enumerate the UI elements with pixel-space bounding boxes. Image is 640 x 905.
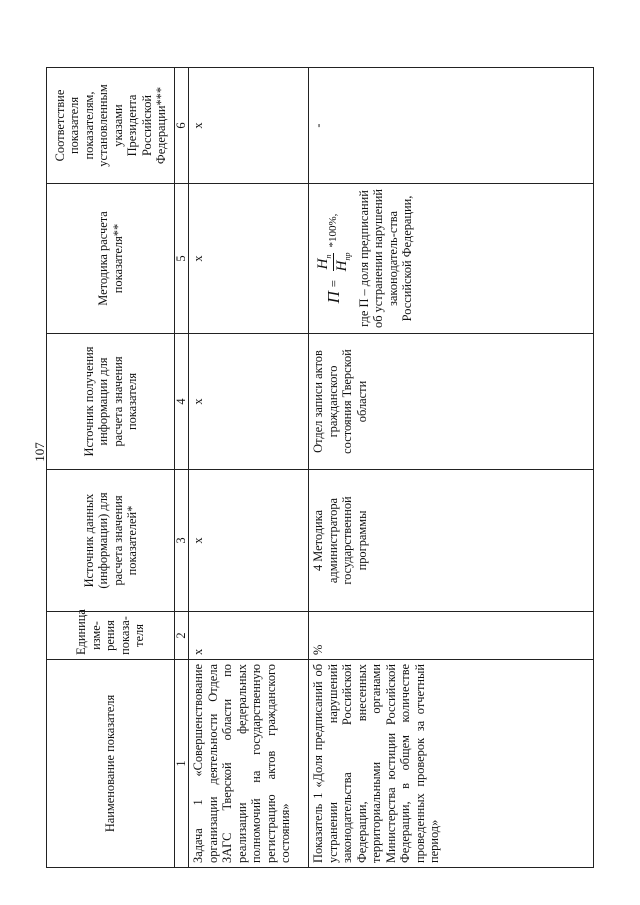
header-indicator-name: Наименование показателя: [47, 660, 175, 868]
indicator-source: 4 Методика администратора государственной программы: [309, 470, 594, 612]
indicator-method: [309, 184, 594, 334]
table-row: [189, 68, 309, 868]
task-unit: х: [189, 612, 309, 660]
header-method: Методика расчета показателя**: [47, 184, 175, 334]
indicator-table: [46, 67, 594, 868]
table-header-row: [47, 68, 175, 868]
task-name: Задача 1 «Совершенствование организации деятельности Отдела ЗАГС Тверской области по реализации федеральных полномочий на государственную регистрацию актов гражданского состояния»: [189, 660, 309, 868]
formula-tail: *100%,: [327, 213, 340, 248]
formula-denominator: Н: [334, 260, 351, 272]
indicator-compliance: -: [309, 68, 594, 184]
col-number: 1: [175, 660, 189, 868]
method-formula: П = $Н_п$ $Н_{пр}$ *100%,: [315, 213, 353, 304]
header-data-source: Источник данных (информации) для расчета значения показателей*: [47, 470, 175, 612]
header-compliance: Соответствие показателя показателям, установленным указами Президента Российской Федерации***: [47, 68, 175, 184]
col-number: 3: [175, 470, 189, 612]
indicator-table-sheet: [46, 68, 594, 868]
formula-numerator: Н: [315, 258, 332, 270]
table-number-row: [175, 68, 189, 868]
method-description: где П – доля предписаний об устранении нарушений законодатель-ства Российской Федерации,: [356, 189, 415, 328]
formula-numerator-sub: п: [324, 254, 334, 259]
formula-lhs: П: [323, 291, 343, 304]
header-unit: Единица изме-рения показа-теля: [47, 612, 175, 660]
task-compliance: х: [189, 68, 309, 184]
task-info-source: х: [189, 334, 309, 470]
header-info-source: Источник получения информации для расчета значения показателя: [47, 334, 175, 470]
col-number: 5: [175, 184, 189, 334]
indicator-info-source: Отдел записи актов гражданского состояния Тверской области: [309, 334, 594, 470]
table-row: [309, 68, 594, 868]
col-number: 4: [175, 334, 189, 470]
indicator-unit: %: [309, 612, 594, 660]
task-source: х: [189, 470, 309, 612]
col-number: 6: [175, 68, 189, 184]
formula-fraction: [315, 251, 353, 274]
task-method: х: [189, 184, 309, 334]
indicator-name: Показатель 1 «Доля предписаний об устранении нарушений законодательства Российской Федерации, внесенных территориальными органами Министерства юстиции Российской Федерации, в общем количестве проведенных проверок за отчетный период»: [309, 660, 594, 868]
page-number: 107: [32, 442, 47, 462]
col-number: 2: [175, 612, 189, 660]
formula-denominator-sub: пр: [343, 252, 353, 261]
